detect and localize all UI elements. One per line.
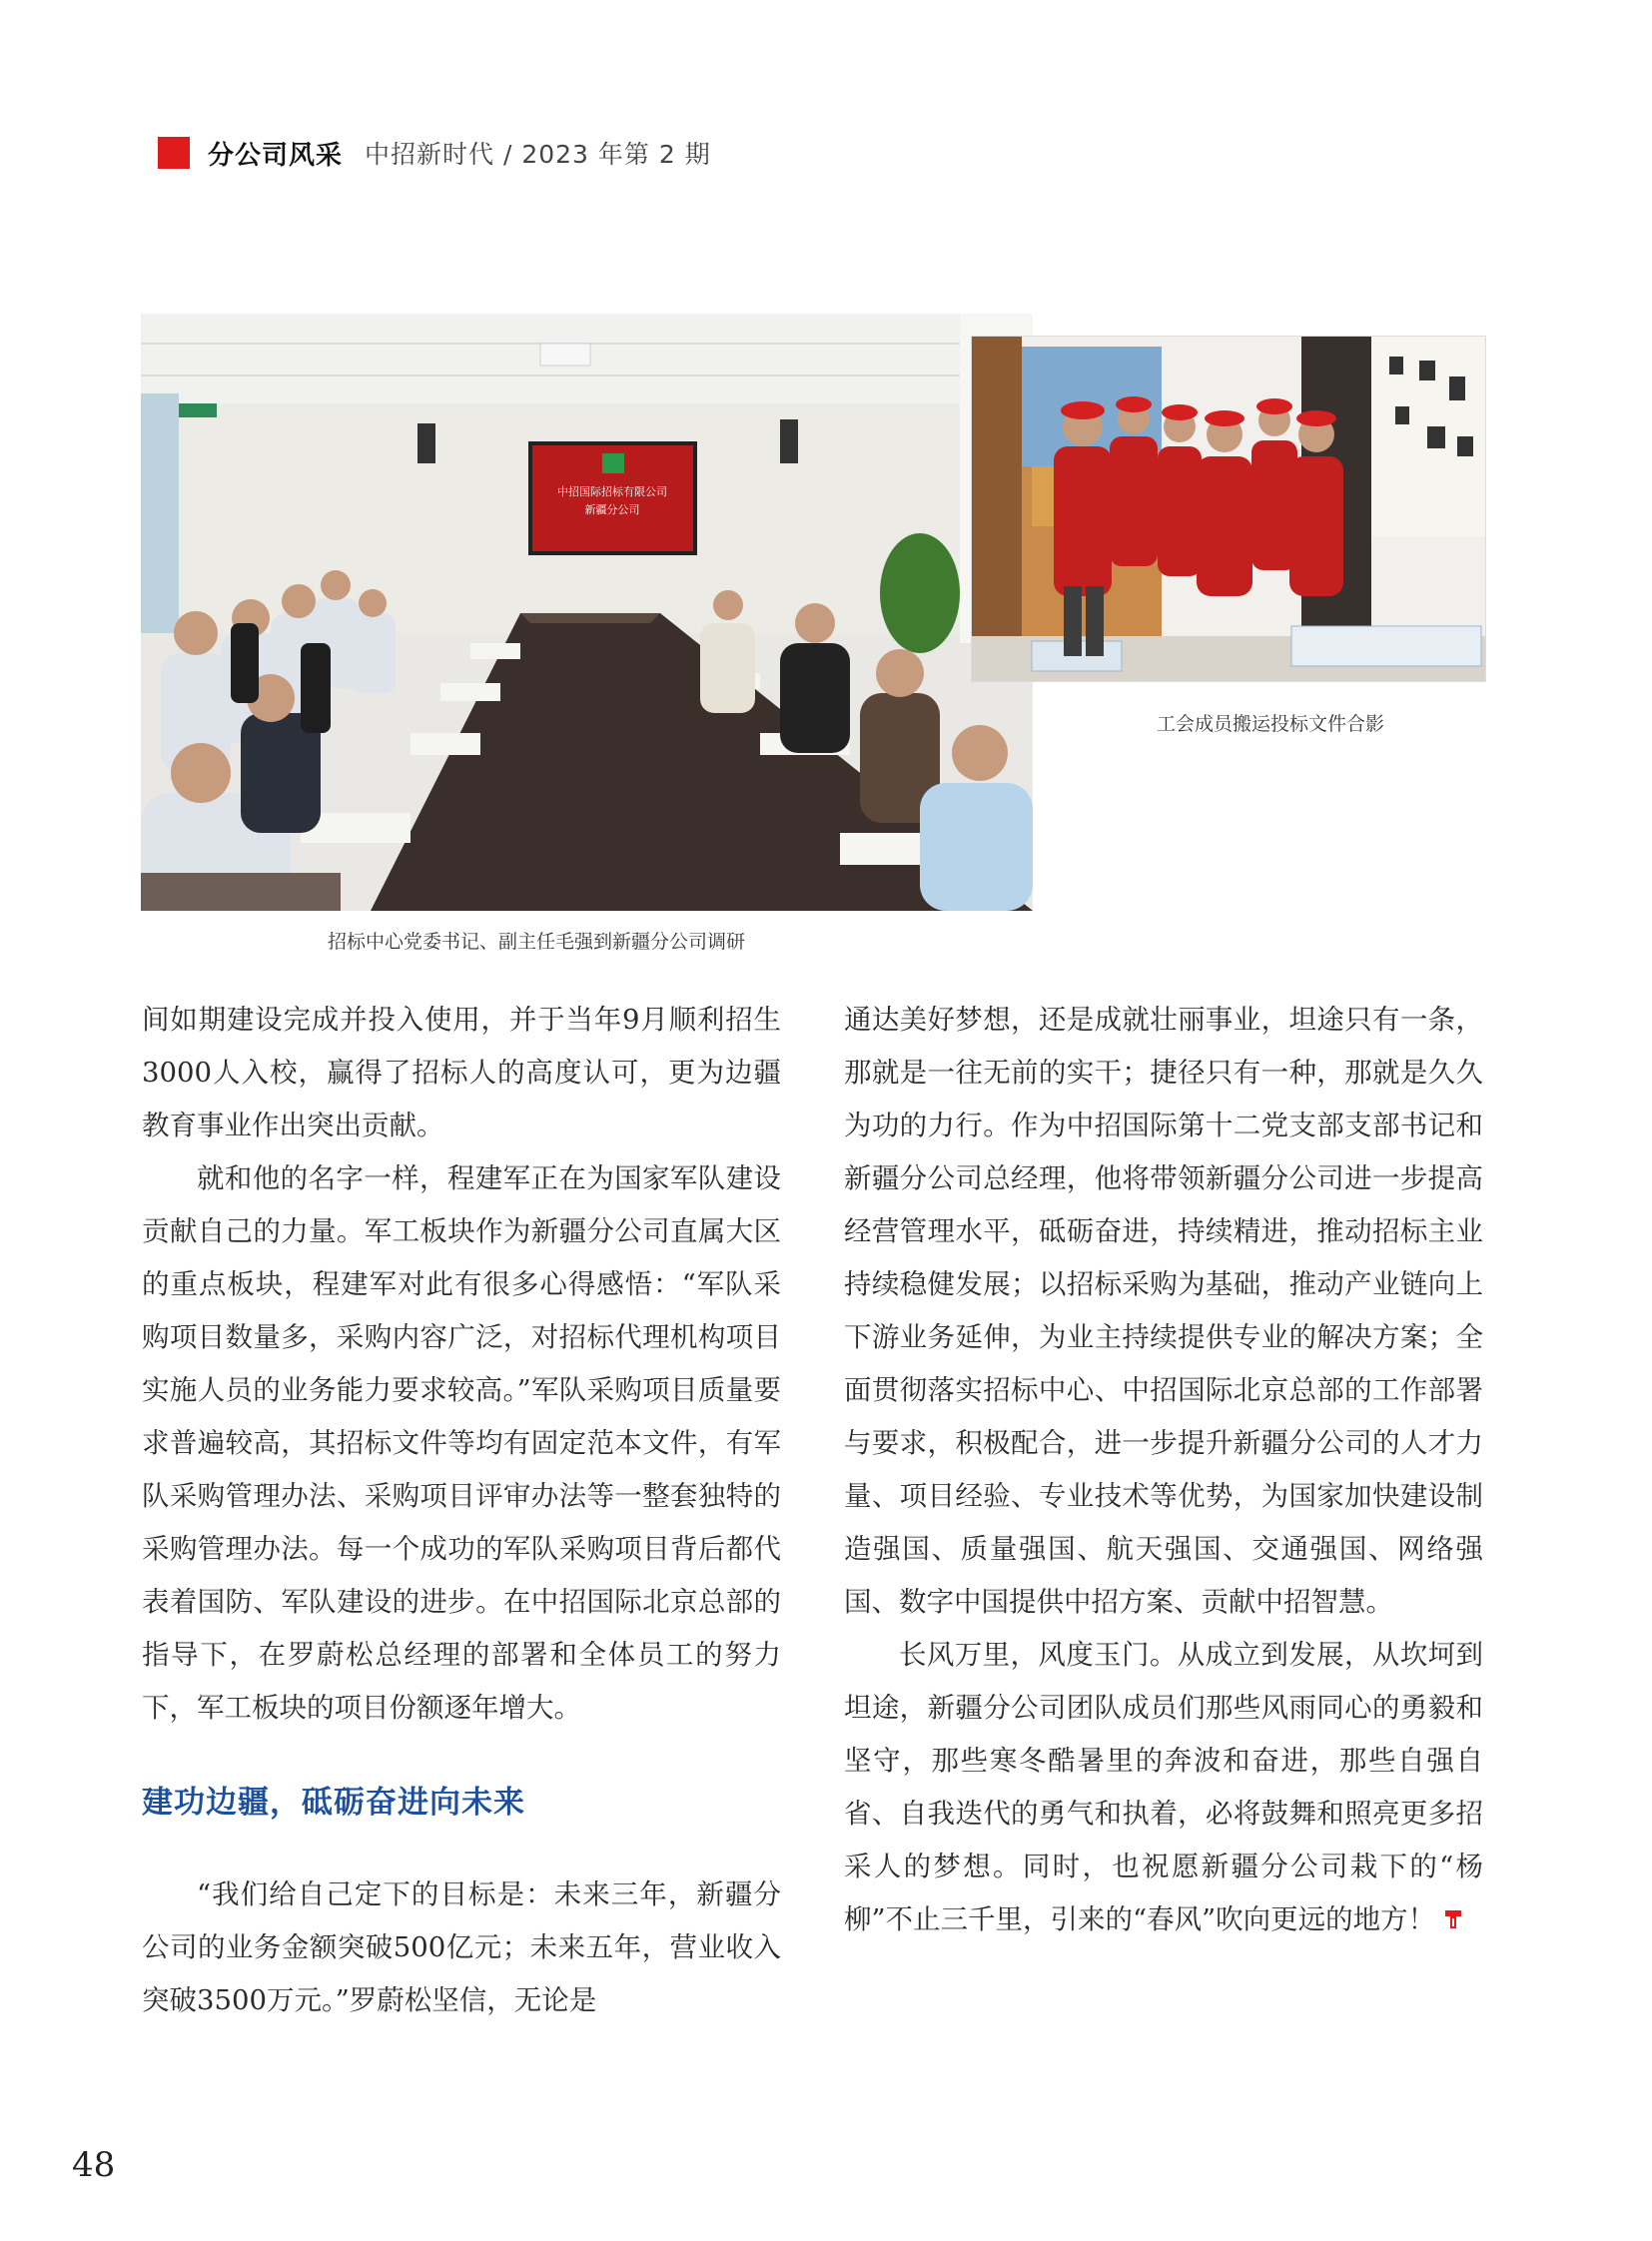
paragraph: “我们给自己定下的目标是：未来三年，新疆分公司的业务金额突破500亿元；未来五年，营业收入突破3500万元。”罗蔚松坚信，无论是 [142,1878,781,2016]
section-title: 分公司风采 [208,140,344,171]
paragraph: 间如期建设完成并投入使用，并于当年9月顺利招生3000人入校，赢得了招标人的高度认可，更为边疆教育事业作出突出贡献。 [142,1004,781,1141]
page-number: 48 [72,2145,116,2185]
section-subheading: 建功边疆，砥砺奋进向未来 [142,1785,525,1821]
issue-label: 中招新时代 / 2023 年第 2 期 [365,140,711,169]
meeting-photo-caption: 招标中心党委书记、副主任毛强到新疆分公司调研 [328,931,746,953]
paragraph: 就和他的名字一样，程建军正在为国家军队建设贡献自己的力量。军工板块作为新疆分公司直属大区的重点板块，程建军对此有很多心得感悟：“军队采购项目数量多，采购内容广泛，对招标代理机构项目实施人员的业务能力要求较高。”军队采购项目质量要求普遍较高，其招标文件等均有固定范本文件，有军队采购管理办法、采购项目评审办法等一整套独特的采购管理办法。每一个成功的军队采购项目背后都代表着国防、军队建设的进步。在中招国际北京总部的指导下，在罗蔚松总经理的部署和全体员工的努力下，军工板块的项目份额逐年增大。 [142,1162,781,1724]
screen-line-1: 中招国际招标有限公司 [557,485,667,498]
article-right-column [844,994,1483,1946]
meeting-photo [141,314,1033,911]
volunteers-photo [971,336,1486,682]
screen-line-2: 新疆分公司 [584,503,640,516]
article-left-column [142,994,781,2027]
paragraph: 通达美好梦想，还是成就壮丽事业，坦途只有一条，那就是一往无前的实干；捷径只有一种，那就是久久为功的力行。作为中招国际第十二党支部支部书记和新疆分公司总经理，他将带领新疆分公司进一步提高经营管理水平，砥砺奋进，持续精进，推动招标主业持续稳健发展；以招标采购为基础，推动产业链向上下游业务延伸，为业主持续提供专业的解决方案；全面贯彻落实招标中心、中招国际北京总部的工作部署与要求，积极配合，进一步提升新疆分公司的人才力量、项目经验、专业技术等优势，为国家加快建设制造强国、质量强国、航天强国、交通强国、网络强国、数字中国提供中招方案、贡献中招智慧。 [844,1004,1483,1618]
page-header [158,136,711,170]
volunteers-photo-caption: 工会成员搬运投标文件合影 [1157,713,1385,735]
section-marker [158,137,190,169]
closing-paragraph-text: 长风万里，风度玉门。从成立到发展，从坎坷到坦途，新疆分公司团队成员们那些风雨同心的勇毅和坚守，那些寒冬酷暑里的奔波和奋进，那些自强自省、自我迭代的勇气和执着，必将鼓舞和照亮更多招采人的梦想。同时，也祝愿新疆分公司栽下的“杨柳”不止三千里，引来的“春风”吹向更远的地方！ [844,1639,1483,1935]
end-mark-icon [1441,1907,1465,1931]
paragraph [844,1629,1483,1946]
